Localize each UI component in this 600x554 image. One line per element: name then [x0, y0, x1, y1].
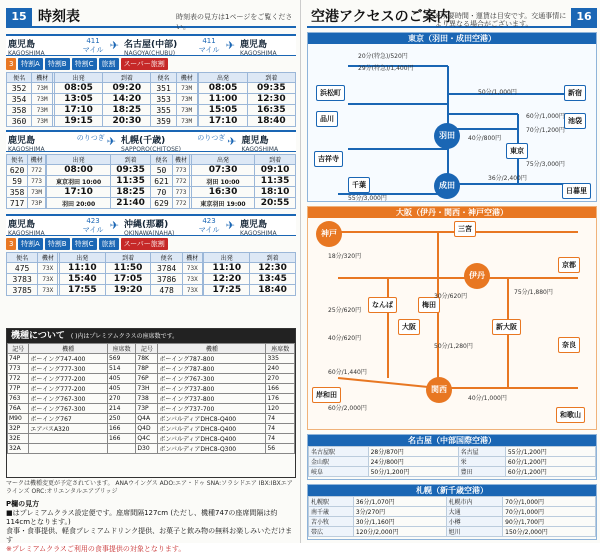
table-row: 岐阜 50分/1,200円 豊田 60分/1,200円: [309, 467, 596, 477]
table-row: 358 73M 17:10 18:25 70 773 16:30 18:10: [7, 187, 296, 198]
fare-label: 55分/3,000円: [348, 195, 387, 202]
table-header: 便名 機材 出発 到着 便名 機材 出発 到着: [7, 253, 296, 263]
page-title: 時刻表: [38, 9, 80, 25]
fare-label: 20分(特急)/520円: [358, 53, 408, 60]
map-place: 品川: [316, 111, 338, 127]
map-place: 日暮里: [562, 183, 591, 199]
table-row: 3785 73X 17:55 19:20 478 73X 17:25 18:40: [7, 285, 296, 296]
table-row: 620 772 08:00 09:35 50 773 07:30 09:10: [7, 165, 296, 176]
plane-icon: ✈: [225, 219, 235, 232]
map-place: 東京: [506, 143, 528, 159]
route-kagoshima-nagoya: [6, 34, 296, 127]
timetable: [6, 252, 296, 296]
table-row: 名古屋駅 28分/870円 名古屋 55分/1,200円: [309, 447, 596, 457]
aircraft-types-box: [6, 328, 296, 478]
aircraft-table: [7, 343, 295, 454]
table-row: M90 ボーイング767 250 Q4A ボンバルディアDHC8-Q400 74: [8, 414, 295, 424]
aircraft-footnote: マークは機種変更が予定されています。 ANAウイングス ADO:エア・ドゥ SNA:ソラシドエア IBX:IBXエアラインズ ORC:オリエンタルエアブリッジ: [6, 480, 293, 495]
plane-icon: ✈: [109, 219, 119, 232]
notes-line: ■はプレミアムクラス設定便です。座席間隔127cm (ただし、機種747の座席間隔は約114cmとなります。): [6, 509, 278, 526]
notes-line: 食事・食事提供、軽食プレミアムドリンク提供、お菓子と飲み物の無料お楽しみいただけます: [6, 527, 293, 544]
section-heading: 札幌（新千歳空港）: [308, 485, 596, 496]
section-heading: 名古屋（中部国際空港）: [308, 435, 596, 446]
page-header: [6, 8, 296, 31]
hub-kobe: 神戸: [316, 221, 342, 247]
table-row: 金山駅 24分/800円 栄 60分/1,200円: [309, 457, 596, 467]
map-place: 京都: [558, 257, 580, 273]
table-row: 354 73M 13:05 14:20 353 73M 11:00 12:30: [7, 94, 296, 105]
fare-label: 50分/1,280円: [434, 343, 473, 350]
route-header: 鹿児島 KAGOSHIMA のりつぎ ✈ 札幌(千歳) SAPPORO(CHITOSE) のりつぎ ✈ 鹿児島 KAGOSHIMA: [6, 130, 296, 152]
map-place: なんば: [368, 297, 397, 313]
sapporo-access-table: [307, 484, 597, 540]
table-row: 32P エアバスA320 166 Q4D ボンバルディアDHC8-Q400 74: [8, 424, 295, 434]
page-note: 時刻表の見方は1ページをご覧ください。: [176, 13, 293, 31]
hub-itami: 伊丹: [464, 263, 490, 289]
map-place: 新宿: [564, 85, 586, 101]
route-kagoshima-okinawa: [6, 214, 296, 296]
fare-label: 60分/1,440円: [328, 369, 367, 376]
table-row: 763 ボーイング767-300 270 738 ボーイング737-800 176: [8, 394, 295, 404]
access-table: [308, 496, 596, 537]
plane-icon: ✈: [227, 135, 237, 148]
fare-label: 70分/1,200円: [526, 127, 565, 134]
fare-label: 50分/1,000円: [478, 89, 517, 96]
route-header: 鹿児島 KAGOSHIMA 423 マイル ✈ 沖縄(那覇) OKINAWA(NAHA) 423 マイル ✈ 鹿児島 KAGOSHIMA: [6, 214, 296, 236]
table-row: 32A D30 ボンバルディアDHC8-Q300 56: [8, 444, 295, 454]
page-note: ※所要時間・運賃は目安です。交通事情により異なる場合がございます。: [435, 12, 567, 28]
section-heading: 東京（羽田・成田空港）: [308, 33, 596, 44]
notes-heading: P欄の見方: [6, 500, 40, 508]
map-place: 梅田: [418, 297, 440, 313]
map-place: 吉祥寺: [314, 151, 343, 167]
fare-label: 40分/1,000円: [468, 395, 507, 402]
table-row: 77P ボーイング777-200 405 73H ボーイング737-800 166: [8, 384, 295, 394]
tokyo-access-map: [307, 32, 597, 202]
premium-notes: [6, 500, 296, 554]
map-place: 三宮: [454, 221, 476, 237]
aircraft-heading: 機種について ( )内はプレミアムクラスの座席数です。: [7, 329, 295, 343]
table-row: 帯広 120分/2,000円 旭川 150分/2,000円: [309, 527, 596, 537]
table-row: 717 73P 羽田 20:00 21:40 629 772 東京羽田 19:00 20:55: [7, 198, 296, 209]
table-row: 苫小牧 30分/1,160円 小樽 90分/1,700円: [309, 517, 596, 527]
fare-label: 25分/620円: [328, 307, 362, 314]
plane-icon: ✈: [225, 39, 235, 52]
fare-label: 30分/620円: [434, 293, 468, 300]
table-row: 352 73M 08:05 09:20 351 73M 08:05 09:35: [7, 83, 296, 94]
table-header: 便名 機材 出発 到着 便名 機材 出発 到着: [7, 155, 296, 165]
table-header: 記号 機種 座席数 記号 機種 座席数: [8, 344, 295, 354]
fare-label: 60分/1,000円: [526, 113, 565, 120]
timetable-page: [0, 0, 300, 553]
map-place: 新大阪: [492, 319, 521, 335]
table-row: 475 73X 11:10 11:50 3784 73X 11:10 12:30: [7, 263, 296, 274]
notes-line: ※プレミアムクラスご利用の食事提供の対象となります。: [6, 545, 186, 553]
section-heading: 大阪（伊丹・関西・神戸空港）: [308, 207, 596, 218]
fare-label: 29分(特急)/1,400円: [358, 65, 414, 72]
table-row: 32E 166 Q4C ボンバルディアDHC8-Q400 74: [8, 434, 295, 444]
route-kagoshima-sapporo: [6, 130, 296, 209]
table-row: 3783 73X 15:40 17:05 3786 73X 12:20 13:45: [7, 274, 296, 285]
page-header: [307, 8, 597, 28]
timetable: [6, 72, 296, 127]
table-row: 74P ボーイング747-400 569 78K ボーイング787-800 335: [8, 354, 295, 364]
fare-label: 40分/620円: [328, 335, 362, 342]
map-place: 和歌山: [556, 407, 585, 423]
fare-label: 18分/320円: [328, 253, 362, 260]
nagoya-access-table: [307, 434, 597, 480]
route-header: 鹿児島 KAGOSHIMA 411 マイル ✈ 名古屋(中部) NAGOYA(CHUBU) 411 マイル ✈ 鹿児島 KAGOSHIMA: [6, 34, 296, 56]
fare-badges: 3 特割A 特割B 特割C 旅割 スーパー旅割: [6, 58, 296, 70]
table-row: 南千歳 3分/270円 大通 70分/1,000円: [309, 507, 596, 517]
table-row: 76A ボーイング767-300 214 73P ボーイング737-700 120: [8, 404, 295, 414]
map-place: 大阪: [398, 319, 420, 335]
airport-access-page: [300, 0, 600, 543]
timetable: [6, 154, 296, 209]
table-row: 772 ボーイング777-200 405 76P ボーイング767-300 270: [8, 374, 295, 384]
access-table: [308, 446, 596, 477]
hub-narita: 成田: [434, 173, 460, 199]
osaka-route-lines: [308, 218, 596, 429]
fare-label: 75分/1,880円: [514, 289, 553, 296]
page-number: 15: [6, 8, 32, 26]
fare-label: 75分/3,000円: [526, 161, 565, 168]
map-place: 池袋: [564, 113, 586, 129]
map-place: 浜松町: [316, 85, 345, 101]
map-place: 奈良: [558, 337, 580, 353]
plane-icon: ✈: [109, 39, 119, 52]
hub-haneda: 羽田: [434, 123, 460, 149]
fare-label: 36分/2,400円: [488, 175, 527, 182]
table-row: 773 ボーイング777-300 514 78P ボーイング787-800 240: [8, 364, 295, 374]
table-row: 59 773 東京羽田 10:00 11:35 621 772 羽田 10:00 11:35: [7, 176, 296, 187]
osaka-access-map: [307, 206, 597, 430]
map-place: 千葉: [348, 177, 370, 193]
table-row: 札幌駅 36分/1,070円 札幌市内 70分/1,000円: [309, 497, 596, 507]
table-row: 360 73M 19:15 20:30 359 73M 17:10 18:40: [7, 116, 296, 127]
fare-label: 60分/2,000円: [328, 405, 367, 412]
page-number: 16: [571, 8, 597, 26]
fare-badges: 3 特割A 特割B 特割C 旅割 スーパー旅割: [6, 238, 296, 250]
page-title: 空港アクセスのご案内: [311, 9, 451, 25]
fare-label: 40分/800円: [468, 135, 502, 142]
hub-kansai: 関西: [426, 377, 452, 403]
plane-icon: ✈: [106, 135, 116, 148]
map-place: 岸和田: [312, 387, 341, 403]
table-row: 358 73M 17:10 18:25 355 73M 15:05 16:35: [7, 105, 296, 116]
table-header: 便名 機材 出発 到着 便名 機材 出発 到着: [7, 73, 296, 83]
